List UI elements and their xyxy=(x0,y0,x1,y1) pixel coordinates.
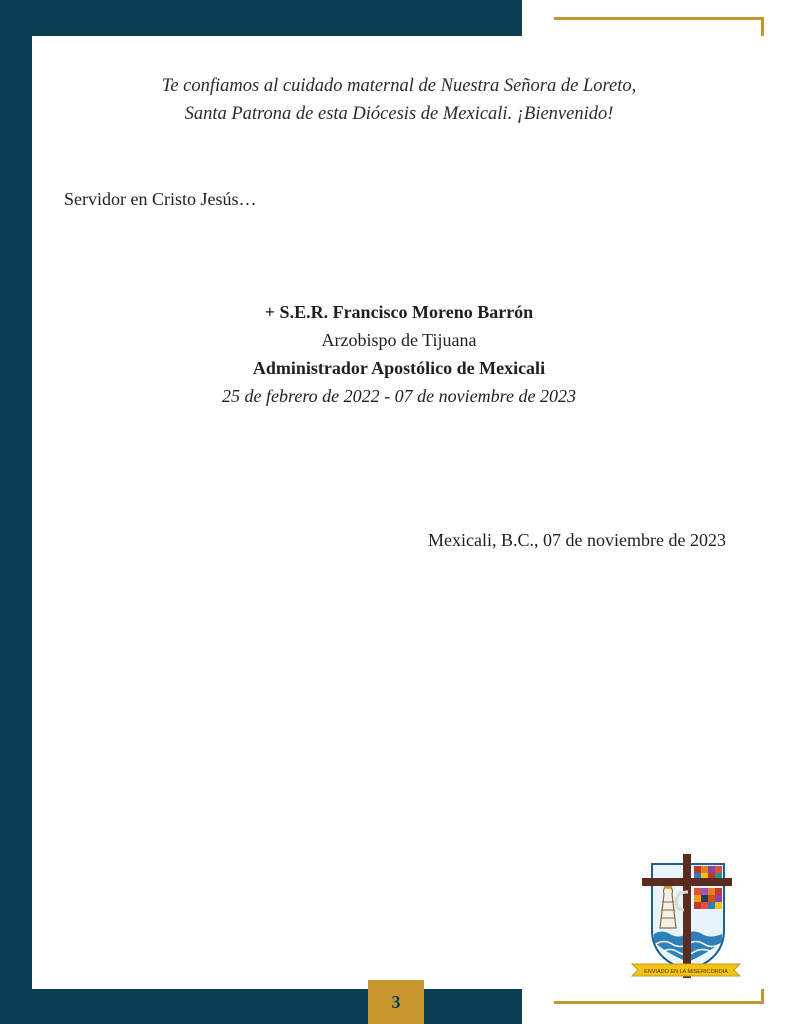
closing-phrase: Servidor en Cristo Jesús… xyxy=(64,189,257,209)
signer-role: Administrador Apostólico de Mexicali xyxy=(252,358,546,378)
signer-period: 25 de febrero de 2022 - 07 de noviembre de 2023 xyxy=(222,386,576,406)
diocese-coat-of-arms-icon xyxy=(628,852,744,984)
page-number: 3 xyxy=(368,980,424,1024)
signature-block xyxy=(32,298,766,410)
document-page xyxy=(32,36,766,989)
intro-line-2: Santa Patrona de esta Diócesis de Mexicali. ¡Bienvenido! xyxy=(184,104,614,124)
intro-paragraph xyxy=(32,72,766,128)
place-and-date: Mexicali, B.C., 07 de noviembre de 2023 xyxy=(428,530,726,550)
motto-ribbon-text: ENVIADO EN LA MISERICORDIA xyxy=(644,969,728,975)
intro-line-1: Te confiamos al cuidado maternal de Nuestra Señora de Loreto, xyxy=(161,76,637,96)
signer-name: + S.E.R. Francisco Moreno Barrón xyxy=(264,302,534,322)
signer-title: Arzobispo de Tijuana xyxy=(321,330,477,350)
